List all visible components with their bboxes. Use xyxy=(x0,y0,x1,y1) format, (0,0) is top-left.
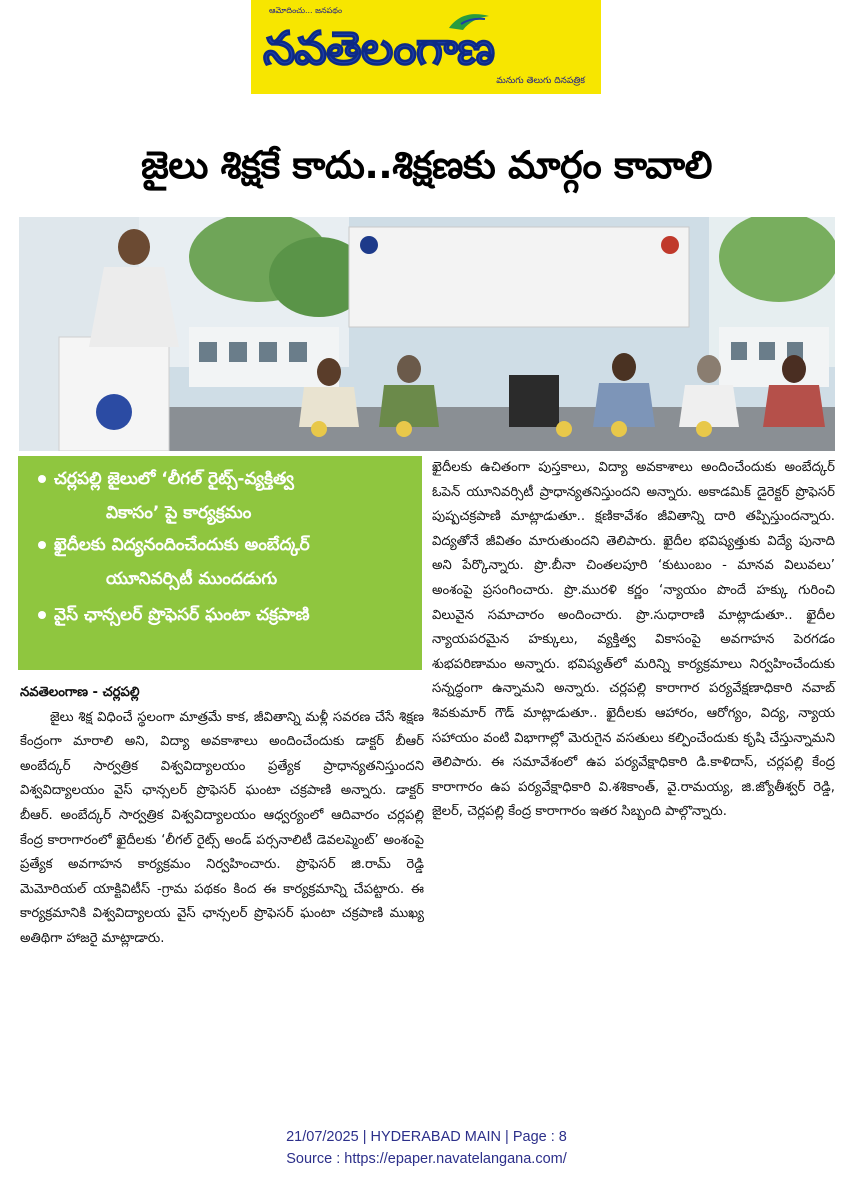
article-paragraph: ఖైదీలకు ఉచితంగా పుస్తకాలు, విద్యా అవకాశాలు అందించేందుకు అంబేద్కర్ ఓపెన్ యూనివర్సిటీ ప్రాధాన్యతనిస్తుందని అన్నారు. అకాడమిక్ డైరెక్టర్ ప్రొఫెసర్ పుష్పచక్రపాణి మాట్లాడుతూ.. క్షణికావేశం జీవితాన్ని దారి తప్పిస్తుందన్నారు. విద్యతోనే జీవితం మారుతుందని తెలిపారు. ఖైదీల భవిష్యత్తుకు విద్యే పునాది అని పేర్కొన్నారు. ప్రొ.బీనా చింతలపూరి ‘కుటుంబం - మానవ విలువలు’ అంశంపై ప్రసంగించారు. ప్రొ.మురళి కర్ణం ‘న్యాయం పొందే హక్కు గురించి విలువైన సమాచారం అందించారు. ప్రొ.సుధారాణి మాట్లాడుతూ.. ఖైదీల న్యాయపరమైన హక్కులు, వ్యక్తిత్వ వికాసంపై అవగాహన పెరగడం శుభపరిణామం అన్నారు. భవిష్యత్‌లో మరిన్ని కార్యక్రమాలు నిర్వహించేందుకు సన్నద్ధంగా ఉన్నామని అన్నారు. చర్లపల్లి కారాగార పర్యవేక్షణాధికారి నవాబ్ శివకుమార్ గౌడ్ మాట్లాడుతూ.. ఖైదీలకు ఆహారం, ఆరోగ్యం, విద్య, న్యాయ సహాయం వంటి విభాగాల్లో మెరుగైన వసతులు కల్పించేందుకు కృషి చేస్తున్నామని తెలిపారు. ఈ సమావేశంలో ఉప పర్యవేక్షాధికారి డి.కాళిదాస్, చర్లపల్లి కేంద్ర కారాగారం ఉప పర్యవేక్షాధికారి వి.శశికాంత్, వై.రామయ్య, జి.జ్యోతీశ్వర్ రెడ్డి, జైలర్, చెర్లపల్లి కేంద్ర కారాగారం ఇతర సిబ్బంది పాల్గొన్నారు. xyxy=(432,460,835,820)
source-link[interactable]: Source : https://epaper.navatelangana.com/ xyxy=(286,1151,567,1167)
highlight-line: చర్లపల్లి జైలులో ‘లీగల్ రైట్స్-వ్యక్తిత్వ xyxy=(54,469,294,489)
bullet-icon xyxy=(38,611,46,619)
edition-info: 21/07/2025 | HYDERABAD MAIN | Page : 8 xyxy=(286,1129,567,1145)
masthead-logo xyxy=(251,0,601,94)
masthead-name: నవతెలంగాణ xyxy=(263,21,495,75)
headline: జైలు శిక్షకే కాదు..శిక్షణకు మార్గం కావాలి xyxy=(141,143,712,187)
highlight-item xyxy=(38,528,418,596)
article-dateline: నవతెలంగాణ - చర్లపల్లి xyxy=(20,685,140,700)
highlight-line: వైస్ ఛాన్సలర్ ప్రొఫెసర్ ఘంటా చక్రపాణి xyxy=(54,605,310,625)
highlight-item xyxy=(38,598,418,632)
article-column-right xyxy=(432,456,835,825)
bullet-icon xyxy=(38,475,46,483)
highlight-line: యూనివర్సిటీ ముందడుగు xyxy=(106,569,278,589)
article-paragraph: జైలు శిక్ష విధించే స్థలంగా మాత్రమే కాక, జీవితాన్ని మళ్లీ సవరణ చేసే శిక్షణ కేంద్రంగా మారాలి అని, విద్యా అవకాశాలు అందించేందుకు డాక్టర్ బీఆర్ అంబేద్కర్ సార్వత్రిక విశ్వవిద్యాలయం ప్రత్యేక ప్రాధాన్యతనిస్తుందని విశ్వవిద్యాలయం వైస్ ఛాన్సలర్ ప్రొఫెసర్ ఘంటా చక్రపాణి అన్నారు. డాక్టర్ బీఆర్. అంబేద్కర్ సార్వత్రిక విశ్వవిద్యాలయం ఆధ్వర్యంలో ఆదివారం చర్లపల్లి కేంద్ర కారాగారంలో ఖైదీలకు ‘లీగల్ రైట్స్ అండ్ పర్సనాలిటీ డెవలప్మెంట్’ అంశంపై ప్రత్యేక అవగాహన కార్యక్రమం నిర్వహించారు. ప్రొఫెసర్ జి.రామ్ రెడ్డి మెమోరియల్ యాక్టివిటీస్ -గ్రామ పథకం కింద ఈ కార్యక్రమాన్ని చేపట్టారు. ఈ కార్యక్రమానికి విశ్వవిద్యాలయ వైస్ ఛాన్సలర్ ప్రొఫెసర్ ఘంటా చక్రపాణి ముఖ్య అతిథిగా హాజరై మాట్లాడారు. xyxy=(20,709,424,946)
event-photo-illustration xyxy=(19,217,835,451)
page-footer xyxy=(0,1126,853,1170)
article-column-left xyxy=(20,681,424,952)
highlight-item xyxy=(38,462,418,530)
highlight-line: వికాసం’ పై కార్యక్రమం xyxy=(106,503,252,523)
masthead-tagline: ఆమోదించు... జనపథం xyxy=(269,6,342,15)
highlight-line: ఖైదీలకు విద్యనందించేందుకు అంబేద్కర్ xyxy=(54,535,310,555)
masthead-slogan: మనుగు తెలుగు దినపత్రిక xyxy=(496,76,585,86)
event-photo xyxy=(19,217,835,451)
highlights-box xyxy=(18,456,422,670)
bullet-icon xyxy=(38,541,46,549)
